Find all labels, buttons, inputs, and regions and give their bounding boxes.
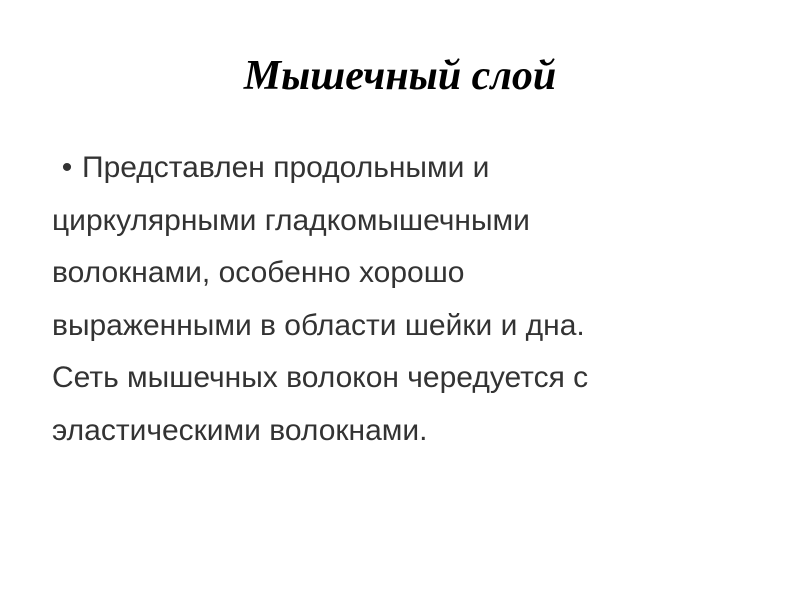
- bullet-item: [52, 142, 752, 457]
- bullet-text: Представлен продольными и циркулярными гладкомышечными волокнами, особенно хорошо выраженными в области шейки и дна. Сеть мышечных волокон чередуется с эластическими волокнами.: [52, 151, 589, 447]
- bullet-list: [52, 142, 752, 457]
- slide-title: Мышечный слой: [243, 53, 557, 99]
- bullet-marker: •: [61, 151, 73, 184]
